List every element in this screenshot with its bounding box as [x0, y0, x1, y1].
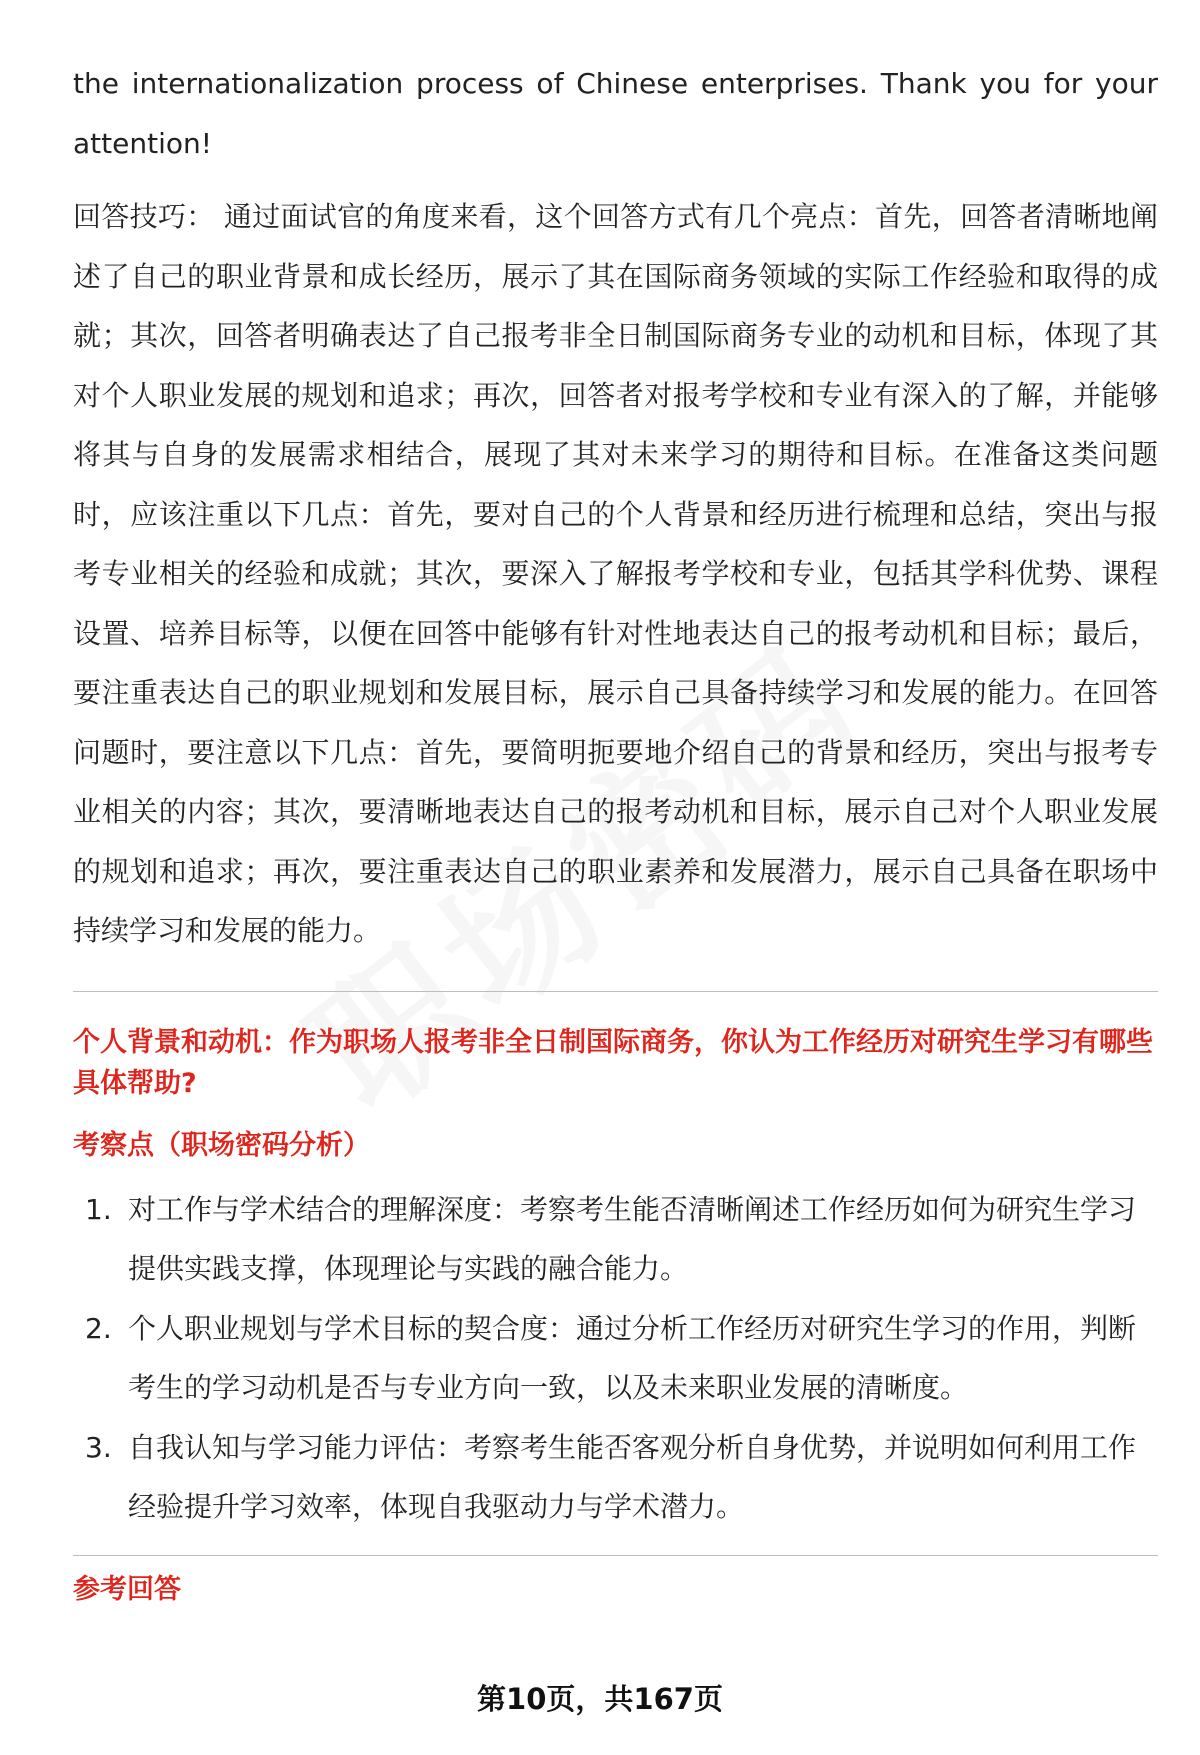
list-item-text: 对工作与学术结合的理解深度：考察考生能否清晰阐述工作经历如何为研究生学习提供实践支撑，体现理论与实践的融合能力。: [128, 1192, 1137, 1285]
tips-label: 回答技巧：: [73, 200, 215, 233]
answer-continuation: the internationalization process of Chinese enterprises. Thank you for your attention!: [73, 67, 1158, 160]
assessment-list: [73, 1180, 1158, 1537]
reference-heading: 参考回答: [73, 1573, 181, 1605]
tips-text: 通过面试官的角度来看，这个回答方式有几个亮点：首先，回答者清晰地阐述了自己的职业背景和成长经历，展示了其在国际商务领域的实际工作经验和取得的成就；其次，回答者明确表达了自己报考非全日制国际商务专业的动机和目标，体现了其对个人职业发展的规划和追求；再次，回答者对报考学校和专业有深入的了解，并能够将其与自身的发展需求相结合，展现了其对未来学习的期待和目标。在准备这类问题时，应该注重以下几点：首先，要对自己的个人背景和经历进行梳理和总结，突出与报考专业相关的经验和成就；其次，要深入了解报考学校和专业，包括其学科优势、课程设置、培养目标等，以便在回答中能够有针对性地表达自己的报考动机和目标；最后，要注重表达自己的职业规划和发展目标，展示自己具备持续学习和发展的能力。在回答问题时，要注意以下几点：首先，要简明扼要地介绍自己的背景和经历，突出与报考专业相关的内容；其次，要清晰地表达自己的报考动机和目标，展示自己对个人职业发展的规划和追求；再次，要注重表达自己的职业素养和发展潜力，展示自己具备在职场中持续学习和发展的能力。: [73, 200, 1158, 947]
list-item-number: 3.: [85, 1430, 112, 1464]
section-divider: [73, 1555, 1158, 1556]
list-item: [73, 1299, 1158, 1418]
list-item-number: 2.: [85, 1311, 112, 1345]
answer-tips: [73, 187, 1158, 961]
list-item-text: 自我认知与学习能力评估：考察考生能否客观分析自身优势，并说明如何利用工作经验提升学习效率，体现自我驱动力与学术潜力。: [128, 1430, 1137, 1523]
list-item-text: 个人职业规划与学术目标的契合度：通过分析工作经历对研究生学习的作用，判断考生的学习动机是否与专业方向一致，以及未来职业发展的清晰度。: [128, 1311, 1137, 1404]
list-item: [73, 1418, 1158, 1537]
page-number: 第10页，共167页: [477, 1682, 723, 1716]
section-divider: [73, 991, 1158, 992]
assessment-heading: 考察点（职场密码分析）: [73, 1129, 370, 1161]
list-item: [73, 1180, 1158, 1299]
page-content: [73, 54, 1158, 1624]
list-item-number: 1.: [85, 1192, 112, 1226]
question-title: 个人背景和动机：作为职场人报考非全日制国际商务，你认为工作经历对研究生学习有哪些具体帮助?: [73, 1026, 1153, 1099]
